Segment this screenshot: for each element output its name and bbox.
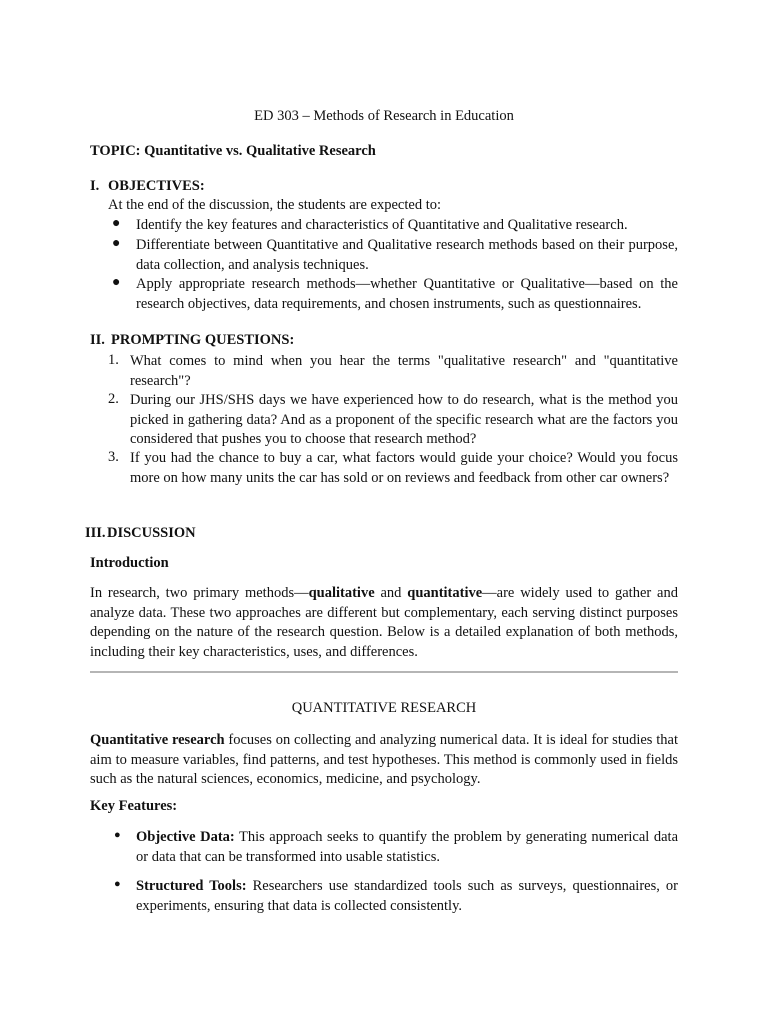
introduction-paragraph	[90, 584, 678, 662]
feature-text: This approach seeks to quantify the problem by generating numerical data or data that can be transformed into usable statistics.	[136, 829, 679, 865]
quantitative-heading: QUANTITATIVE RESEARCH	[291, 700, 477, 716]
feature-text: Researchers use standardized tools such as surveys, questionnaires, or experiments, ensuring that data is collected consistently.	[136, 878, 678, 914]
prompting-number: II.	[90, 332, 105, 348]
horizontal-divider	[90, 671, 678, 673]
discussion-number: III.	[85, 525, 106, 541]
intro-rest: —are widely used to gather and analyze data. These two approaches are different but complementary, each serving distinct purposes depending on the nature of the research question. Below is a detailed explanation of both methods, including their key characteristics, uses, and differences.	[90, 585, 678, 660]
bullet-icon: ●	[112, 216, 121, 231]
topic-heading: TOPIC: Quantitative vs. Qualitative Research	[90, 143, 376, 159]
course-title: ED 303 – Methods of Research in Education	[254, 108, 514, 124]
bullet-icon: ●	[112, 275, 121, 290]
objective-item: Differentiate between Quantitative and Qualitative research methods based on their purpose, data collection, and analysis techniques.	[136, 237, 678, 273]
objectives-heading: OBJECTIVES:	[108, 178, 205, 194]
quantitative-definition	[90, 731, 678, 790]
intro-and: and	[374, 585, 408, 601]
feature-item	[136, 877, 678, 916]
feature-label: Structured Tools:	[136, 878, 247, 894]
introduction-heading: Introduction	[90, 555, 169, 571]
question-number: 3.	[108, 449, 119, 465]
objectives-number: I.	[90, 178, 100, 194]
intro-bold-qualitative: qualitative	[308, 585, 375, 601]
objective-item: Identify the key features and characteristics of Quantitative and Qualitative research.	[136, 217, 628, 233]
question-text: During our JHS/SHS days we have experienced how to do research, what is the method you picked in gathering data? And as a proponent of the specific research what are the factors you considered that pushes you to choose that research method?	[130, 392, 678, 447]
key-features-heading: Key Features:	[90, 798, 178, 814]
question-text: What comes to mind when you hear the terms "qualitative research" and "quantitative research"?	[130, 353, 678, 389]
question-number: 1.	[108, 352, 119, 368]
feature-label: Objective Data:	[136, 829, 235, 845]
prompting-heading: PROMPTING QUESTIONS:	[111, 332, 295, 348]
quantitative-term: Quantitative research	[90, 732, 225, 748]
question-text: If you had the chance to buy a car, what factors would guide your choice? Would you focus more on how many units the car has sold or on reviews and feedback from other car owners?	[130, 450, 678, 486]
bullet-icon: ●	[114, 829, 121, 841]
bullet-icon: ●	[114, 878, 121, 890]
objective-item: Apply appropriate research methods—whether Quantitative or Qualitative—based on the research objectives, data requirements, and chosen instruments, such as questionnaires.	[136, 276, 678, 312]
discussion-heading: DISCUSSION	[107, 525, 196, 541]
intro-bold-quantitative: quantitative	[407, 585, 483, 601]
question-number: 2.	[108, 391, 119, 407]
intro-text: In research, two primary methods—	[90, 585, 309, 601]
bullet-icon: ●	[112, 236, 121, 251]
feature-item	[136, 828, 678, 867]
objectives-intro: At the end of the discussion, the students are expected to:	[108, 197, 442, 213]
quantitative-def-text: focuses on collecting and analyzing numerical data. It is ideal for studies that aim to measure variables, find patterns, and test hypotheses. This method is commonly used in fields such as the natural sciences, economics, medicine, and psychology.	[90, 732, 679, 787]
